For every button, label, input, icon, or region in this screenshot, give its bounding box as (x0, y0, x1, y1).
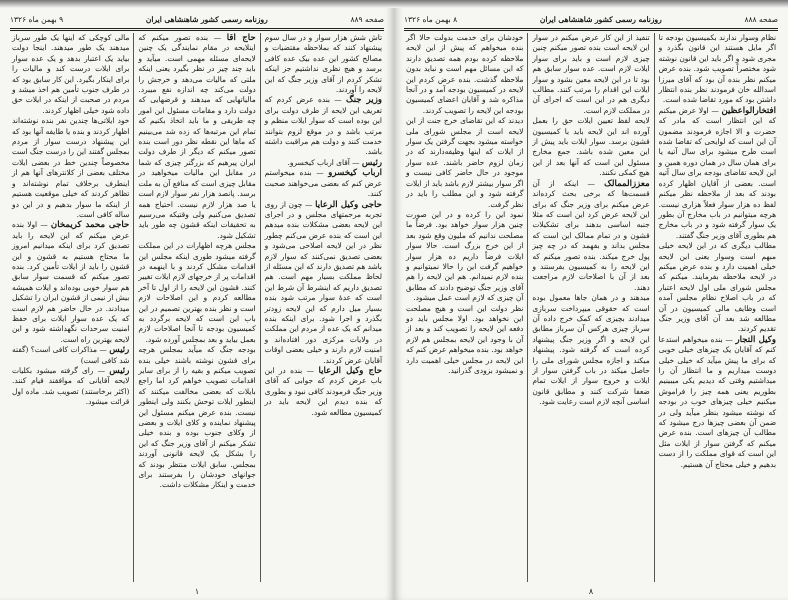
speaker-name: رئیس (109, 345, 130, 356)
paragraph (265, 33, 382, 95)
paragraph: وزیر جنگ — بنده عرض کردم که تعریف این لایحه از طرف دولت برای این بوده است که سوار ایلات منظم و مرتب باشد و در موقع لزوم بتوانند خدمت کنند و دولت هم مراقبت داشته باشد. (264, 95, 382, 157)
header-rule (10, 28, 384, 29)
speaker-name: رئیس (109, 366, 130, 376)
paragraph (532, 293, 649, 407)
speaker-name: وزیر جنگ (346, 95, 382, 106)
paragraph: حاجی وکیل الرعایا — چون از روی تجربه مرحمتهای مجلس و در اجرای این لایحه بعضی مشکلات بنده میدهم این است که بنده عرض می‌کنم چطور نظر در این لایحه اصلاحی می‌شود و بعضی تصدیق نمی‌کنند که سوار لازم باشد هم تصدیق دارند که این مسئله از لحاظ مملکت بسیار مهم است. هم تصدیق داریم که اینشرط آن شرط این است که عدهٔ سوار مرتب شود بنده بسیار میل دارم که این لایحه زودتر بگذرد و اجرا شود. برای اینکه بنده میدانم که یک عده از مردم این مملکت در ولایات مرکزی دور افتاده‌اند و امنیت لازم دارند و خیلی بعضی اوقات آقایان عرض کردند. (264, 199, 382, 365)
paragraph-text: دیدند که این تقاضای خرج جنت از این لایحه است از مجلس شورای ملی خواسته میشود بجهت گرفتن یک سوار از ایلات که اینها وظیفه‌دارند که در زمان لزوم حاضر باشند. عده سوار موجود در حال حاضر کافی نیست و اگر سوار بیشتر لازم باشد باید از ایلات گرفته شود و این مطلب را باید در نظر گرفت. (406, 116, 524, 209)
paragraph-text: نمود این را کرده و در این صورت چنین هزار سوار خواهد بود. فرضاً ما مصلحت ندانیم که ملیون وقع شود بعد از این خرج بزرگ است. حالا سوار ایلات فرضاً داریم ده هزار سوار خواهیم گرفت این را حالا نمیتوانیم و بنده لازم نمیدانم. هم این لایحه را هم آقای وزیر جنگ توضیح دادند که مطابق آن چیزی که لازم است عمل میشود. (406, 209, 524, 303)
paragraph-text: میدهند و در همان جاها معمول بوده است که حقوقی میپرداخت سربازی میدادند بچیزی که کمک خرج داده آن سرباز چیزی هرکس آن سرباز مطابق این لایحه و اگر وزیر جنگ پیشنهاد کرده است که گرفته شود. پیشنهاد میکند و اجازه مجلس شورای ملی را حاصل میکند در باب گرفتن سوار از ایلات و خروج سوار از ایلات تمام ضعفا شرکت کنند و مطابق قانون اساسی آنچه لازم است رعایت شود. (532, 293, 650, 407)
text-column (654, 33, 780, 582)
paragraph-text: بنده در این باب عرض کردم که جوابی که آقای وزیر جنگ فرمودند کافی نبود و بطوری که بنده دیدم این لایحه باید در کمیسیون مطالعه شود. (264, 366, 382, 417)
paragraph-text: تنفیذ از این کار عرض میکنم در سوار این لایحه است بنده تصور میکنم چنین چیزی لازم است و باید برای سوار ایلات لازم است. عده سوار سابق هم بود تا در این لایحه معین بشود و سوار ایلات این اقدام را مرتب کنند. مطالب دیگری هم در این است که اجرای آن در مملکت لازم است. (532, 33, 650, 115)
paragraph-text: آقای ارباب کیخسرو. (287, 157, 350, 167)
paragraph-text: اولا عرض میکنم که این انتظار است که مادر که حضرت و الا اجازه فرمودند مضمون آن این است که لوایحی که تقاضا شده است طرح میشود برای سال آتیه یا برای همان سال در همان دوره همین و این لایحه تقاضای بودجه برای سال آتیه است. بعضی از آقایان اظهار کرده بودند که بعد از ملاحظه نظر میکنم لفظ ده هزار سوار فعلاً هزاری نیست. هرچه میتوانیم در باب مخارج آن بطور یک سوار گرفته شود و در باب مخارج هم بطوری آقای وزیر جنگ گفتند. (658, 105, 776, 240)
paragraph-text: مطالب دیگری که در این لایحه خیلی مبهم است وسوار یعنی این لایحه خیلی اهمیت دارد و بنده عرض میکنم در لایحه ملاحظه بفرمایند. میکنم که مجلس شورای ملی اول لایحه اعتبار که در باب اصلاح نظام مجلس آمده است وظایف مالی کمیسیون در آن مطالعه شد بعد آن آقای وزیر جنگ تقدیم کردند. (658, 241, 776, 334)
paragraph (659, 33, 776, 106)
paragraph (406, 33, 523, 116)
paragraph-text: اولا بنده عرض میکنم که این لایحه را باید تصدیق کرد برای اینکه میدانیم امروز ما محتاج هستیم به قشون و این قشون را باید از ایلات تأمین کرد. بنده تصور میکنم که قسمت سوار سابق هم سوار خوبی بوده‌اند و ایلات همیشه بیش از نیمی از قشون ایران را تشکیل میدادند. در حال حاضر هم لازم است که یک عده سوار ایلات برای حفظ امنیت سرحدات نگهداشته شود و این لایحه بهترین راه است. (12, 220, 130, 344)
scan-shadow (0, 0, 394, 8)
paragraph-text: نظر دولت این است و هیچ مصلحت این نخواهد بود. اولا مجلس باید دو دفعه این لایحه را تصویب کند و بعد از آن با وجود این لایحه بمجلس هم لازم خواهد بود. بنده میخواهم عرض کنم که این لایحه در مجلس خیلی اهمیت دارد و نمیشود بزودی گذرانید. (406, 303, 524, 375)
speaker-name: افتخارالواعظین (721, 105, 776, 116)
paragraph (138, 345, 255, 491)
paragraph-text: بودجه جنگ که میآید بمجلس هرچه برای قشون نوشته باشند خیلی بنده تصویب میکنم و بقیه را از برای سایر اقدامات تصویب خواهم کرد اما راجع بایلات که بعضی مخالفت میکنند که اینطور ایلات توحش بکنند ولی اینطور نیست. بنده عرض میکنم مسئول این پیشنهاد نماینده و کلای ایلات و بعضی از وکلای جنوب بوده و بنده خیلی تشکر میکنم از آقای وزیر جنگ که این را بشکل یک لایحه قانونی آوردند بمجلس. سابق ایلات منتظر بودند که جوانهای خودشان را بفرستند برای خدمت و اینکار مشکلات داشت. (138, 345, 256, 490)
paragraph (659, 241, 776, 335)
page-header (10, 12, 384, 26)
page-header (404, 12, 778, 26)
issue-date: ۸ بهمن ماه ۱۳۲۶ (404, 14, 458, 24)
paragraph-text: بنده عرض کردم که تعریف این لایحه از طرف دولت برای این بوده است که سوار ایلات منظم و مرتب باشد و در موقع لزوم بتوانند خدمت کنند و دولت هم مراقبت داشته باشد. (264, 95, 382, 157)
paragraph: حاج وکیل الرعایا — بنده در این باب عرض کردم که جوابی که آقای وزیر جنگ فرمودند کافی نبود و بطوری که بنده دیدم این لایحه باید در کمیسیون مطالعه شود. (264, 366, 383, 417)
paragraph-text: خودشان برای خدمت بدولت حالا اگر بنده میخواهم که پیش از این لایحه ملاحظه کرده بودم همه تصدیق دارند که این مسائل مهم است و نباید بدون ملاحظه گذشت. بنده عرض کردم این لایحه در کمیسیون بودجه آمد و در آنجا مذاکره شد و آقایان اعضای کمیسیون بودجه این لایحه را تصویب کردند. (406, 33, 524, 115)
text-column (402, 33, 527, 582)
paragraph: رئیس — رای گرفته میشود بکلیات لایحه آقایانی که موافقند قیام کنند. (اکثر برخاستند) تصویب شد. ماده اول قرائت میشود. (12, 366, 130, 407)
header-rule (404, 28, 778, 29)
right-page (394, 0, 788, 600)
columns (402, 33, 780, 582)
text-column (260, 33, 386, 582)
paragraph-text: خود ایلاتی‌ها چندین نفر بنده نوشته‌اند اظهار کردند و بنده یا طایفه آنها بود که این پیشنهاد درست سوار از مردم بمجلس گفتند این را درست جنگ است مخصوصاً چندین خط در بعضی ایلات مختلف بعضی از کلانترهای آنها هم از اینطرف برخلاف تمام نوشته‌اند و تظاهر کردند که خیلی موقعیت هستیم از اینکه ما سوار بدهیم و در این دو ساله کافی است. (12, 116, 130, 219)
text-column (527, 33, 653, 582)
paragraph (138, 241, 255, 345)
paragraph: معززالممالک — اینکه از آن قسمت‌ها که برخی بحث کرده‌اند عرض میکنم برای وزیر جنگ که برای این لایحه عرض کرد این است که مثلا جنبه اساسی بدهند برای تشکیلات قشون و در تمام ممالک این است که مجلس بداند و بفهمد که در چه چیز پول خرج میکند. بنده تصور میکنم که این لایحه را به کمیسیون بفرستند و بعد از آن با اصلاحات لازم مراجعت دهند. (532, 178, 650, 292)
paragraph: افتخارالواعظین — اولا عرض میکنم که این انتظار است که مادر که حضرت و الا اجازه فرمودند مضمون آن این است که لوایحی که تقاضا شده است طرح میشود برای سال آتیه یا برای همان سال در همان دوره همین و این لایحه تقاضای بودجه برای سال آتیه است. بعضی از آقایان اظهار کرده بودند که بعد از ملاحظه نظر میکنم لفظ ده هزار سوار فعلاً هزاری نیست. هرچه میتوانیم در باب مخارج آن بطور یک سوار گرفته شود و در باب مخارج هم بطوری آقای وزیر جنگ گفتند. (658, 105, 776, 240)
paragraph: حاج آقا — بنده تصور میکنم که اینلایحه در مقام نمایندگی یک چنین لایحه‌ای مسئله مهمی است. میآید و باید چند چیز در نظر بگیرد یعنی اینکه ملتی که مالیات می‌دهد و خرجش را دولت می‌کند چه اندازه نفع میبرد. مالیاتهایی که میدهند و قرضهایی که دولت دارد و مقامات مسئول این امور چه طریقی و ما باید اتخاذ بکنیم که تمام این مرتبه‌ها که زده شد می‌بینیم که ماها این نقطه نظر دور است بنده تصور میکنم که دیگر از طرف دولت ایران پیرهیم که بزرگتر چیزی که شما در مقابل این مالیات میخواهید در مقابل چیزی است که منافع آن به ملت برسد. پانصد هزار نفر سوار لازم است یا صد هزار لازم نیست. احتیاج همه تصدیق می‌کنیم ولی وقتیکه می‌رسیم به تحقیقات اینکه قشون چه طور باید تشکیل شود. (138, 33, 256, 240)
paragraph-text: بنده تصور میکنم که اینلایحه در مقام نمایندگی یک چنین لایحه‌ای مسئله مهمی است. میآید و باید چند چیز در نظر بگیرد یعنی اینکه ملتی که مالیات می‌دهد و خرجش را دولت می‌کند چه اندازه نفع میبرد. مالیاتهایی که میدهند و قرضهایی که دولت دارد و مقامات مسئول این امور چه طریقی و ما باید اتخاذ بکنیم که تمام این مرتبه‌ها که زده شد می‌بینیم که ماها این نقطه نظر دور است بنده تصور میکنم که دیگر از طرف دولت ایران پیرهیم که بزرگتر چیزی که شما در مقابل این مالیات میخواهید در مقابل چیزی است که منافع آن به ملت برسد. پانصد هزار نفر سوار لازم است یا صد هزار لازم نیست. احتیاج همه تصدیق می‌کنیم ولی وقتیکه می‌رسیم به تحقیقات اینکه قشون چه طور باید تشکیل شود. (138, 33, 256, 240)
speaker-name: حاجی محمد کریمخان (50, 220, 130, 231)
text-column (133, 33, 259, 582)
newspaper-title: روزنامه رسمی کشور شاهنشاهی ایران (145, 14, 268, 24)
columns (8, 33, 386, 582)
paragraph (12, 33, 129, 116)
paragraph (406, 210, 523, 304)
page-number: صفحه ۸۸۹ (350, 14, 384, 24)
paragraph-text: اینکه از آن قسمت‌ها که برخی بحث کرده‌اند عرض میکنم برای وزیر جنگ که برای این لایحه عرض کرد این است که مثلا جنبه اساسی بدهند برای تشکیلات قشون و در تمام ممالک این است که مجلس بداند و بفهمد که در چه چیز پول خرج میکند. بنده تصور میکنم که این لایحه را به کمیسیون بفرستند و بعد از آن با اصلاحات لازم مراجعت دهند. (532, 178, 650, 292)
speaker-name: وکیل التجار (735, 334, 777, 345)
paragraph-text: بنده میخواهم استدعا کنم که آقایان یک چیزهای خیلی خوبی که برای ما پیش میآید که خیلی خیلی دوست میداریم و ما انتظار آن را میداشتیم وقتی که دیدیم یکی میبینیم بطوریم یعنی همه چیز را فراموش میکنیم خیلی چیزهای خوب در بودجه که نوشته میشود بنظر میآید ولی در ضمن آن بعضی چیزها درج میشود که مطالب آن چیزهای است. بنده عرض میکنم که گرفتن سوار از ایلات مثل این است که قوای مملکت را از دست بدهیم و خیلی محتاج آن هستیم. (658, 334, 776, 469)
text-column (8, 33, 133, 582)
header-rule-thin (10, 30, 384, 31)
paragraph-text: رای گرفته میشود بکلیات لایحه آقایانی که موافقند قیام کنند. (اکثر برخاستند) تصویب شد. ماده اول قرائت میشود. (12, 366, 130, 407)
paragraph (406, 116, 523, 210)
paragraph-text: نظام وسوار ندارند بکمیسیون بودجه تا اگر مایل هستند این قانون بگذرد و مجری شود و اگر باید این قانون نوشته شود مختصراً تصویب شود. بنده عرض میکنم نظر بنده آن بود که آقای میرزا اسدالله خان فرمودند نظر بنده انتظار داشتن بود که مورد تقاضا شده است. (658, 33, 776, 105)
paragraph (532, 116, 649, 178)
speaker-name: معززالممالک (604, 178, 650, 189)
issue-date: ۹ بهمن ماه ۱۳۲۶ (10, 14, 64, 24)
scan-shadow (394, 0, 788, 8)
paragraph-text: تاش شش هزار سوار و در سال سوم پیشنهاد کنند که بملاحظه مقتضیات و مصالح کشور این عده بیک عده کافی برسد و هیچ نظری نداشتیم جز اینکه تشکر کردم از آقای وزیر جنگ که این لایحه را آوردند. (264, 33, 382, 95)
newspaper-title: روزنامه رسمی کشور شاهنشاهی ایران (539, 14, 662, 24)
header-rule-thin (404, 30, 778, 31)
speaker-name: حاجی وکیل الرعایا (315, 199, 382, 210)
paragraph-text: مجلس هرچه اظهارات در این مملکت گرفته میشود طوری اینکه مجلس این اقدامات مشکل کردند و با اینهمه در اقدامات پر از خرجهای لازم ایلات تغییر کنند. قشون این لایحه را از اول تا آخر مطالعه کردم و این اصلاحات لازم است و نظر بنده بهترین تصمیم در این باب این است که لایحه برگردد به کمیسیون بودجه تا آنجا اصلاحات لازم بعمل بیاید و بعد بمجلس آورده شود. (138, 241, 256, 344)
speaker-name: ارباب کیخسرو (328, 168, 382, 179)
paragraph (532, 33, 649, 116)
paragraph: ارباب کیخسرو — بنده میخواستم عرض کنم که بعضی می‌خواهند صحبت کنند. (264, 168, 382, 199)
paragraph-text: چون از روی تجربه مرحمتهای مجلس و در اجرای این لایحه بعضی مشکلات بنده میدهم این است که بنده عرض می‌کنم چطور نظر در این لایحه اصلاحی می‌شود و بعضی تصدیق نمی‌کنند که سوار لازم باشد هم تصدیق دارند که این مسئله از لحاظ مملکت بسیار مهم است. هم تصدیق داریم که اینشرط آن شرط این است که عدهٔ سوار مرتب شود بنده بسیار میل دارم که این لایحه زودتر بگذرد و اجرا شود. برای اینکه بنده میدانم که یک عده از مردم این مملکت در ولایات مرکزی دور افتاده‌اند و امنیت لازم دارند و خیلی بعضی اوقات آقایان عرض کردند. (264, 199, 382, 365)
speaker-name: حاج وکیل الرعایا (318, 366, 383, 376)
paragraph-text: مذاکرات کافی است؟ (گفته شد کافی است) (12, 345, 130, 365)
page-footer: ۱ (194, 587, 200, 596)
speaker-name: رئیس (361, 157, 382, 168)
paragraph: رئیس — مذاکرات کافی است؟ (گفته شد کافی است) (12, 345, 130, 365)
page-footer: ۸ (588, 587, 594, 596)
paragraph: وکیل التجار — بنده میخواهم استدعا کنم که آقایان یک چیزهای خیلی خوبی که برای ما پیش میآید که خیلی خیلی دوست میداریم و ما انتظار آن را میداشتیم وقتی که دیدیم یکی میبینیم بطوریم یعنی همه چیز را فراموش میکنیم خیلی چیزهای خوب در بودجه که نوشته میشود بنظر میآید ولی در ضمن آن بعضی چیزها درج میشود که مطالب آن چیزهای است. بنده عرض میکنم که گرفتن سوار از ایلات مثل این است که قوای مملکت را از دست بدهیم و خیلی محتاج آن هستیم. (658, 334, 777, 469)
page-number: صفحه ۸۸۸ (744, 14, 778, 24)
paragraph-text: لایحه لفظ تعیین ایلات حق را بعمل آورده اند این لایحه باید با کمیسیون قشون برسد. سوار ایلات باید پیش از این معین شده باشد. جمع مخارج مسئول این است که آنها بعد از این هیچ کمکی نکنند. (532, 116, 650, 178)
paragraph: رئیس — آقای ارباب کیخسرو. (287, 157, 382, 168)
paragraph (12, 116, 129, 220)
paragraph-text: مالی کوچکی که اینها یک طور سرباز میدهند یک طور میدهند. اینجا دولت بیاید یک اعتبار بدهد و یک عده سوار برای ایلات درست کند و مالیات را برای اینکار بگیرد. این کار سابق بود که در طرف جنوب تأمین هم اخذ میشد و مردم در صحبت از اینکه در ایلات حق داده شود خیلی اظهار کردند. (12, 33, 130, 115)
paragraph: حاجی محمد کریمخان — اولا بنده عرض میکنم که این لایحه را باید تصدیق کرد برای اینکه میدانیم امروز ما محتاج هستیم به قشون و این قشون را باید از ایلات تأمین کرد. بنده تصور میکنم که قسمت سوار سابق هم سوار خوبی بوده‌اند و ایلات همیشه بیش از نیمی از قشون ایران را تشکیل میدادند. در حال حاضر هم لازم است که یک عده سوار ایلات برای حفظ امنیت سرحدات نگهداشته شود و این لایحه بهترین راه است. (12, 220, 130, 344)
paragraph (406, 304, 523, 377)
speaker-name: حاج آقا (226, 33, 256, 43)
paragraph-text: بنده میخواستم عرض کنم که بعضی می‌خواهند صحبت کنند. (264, 168, 382, 199)
